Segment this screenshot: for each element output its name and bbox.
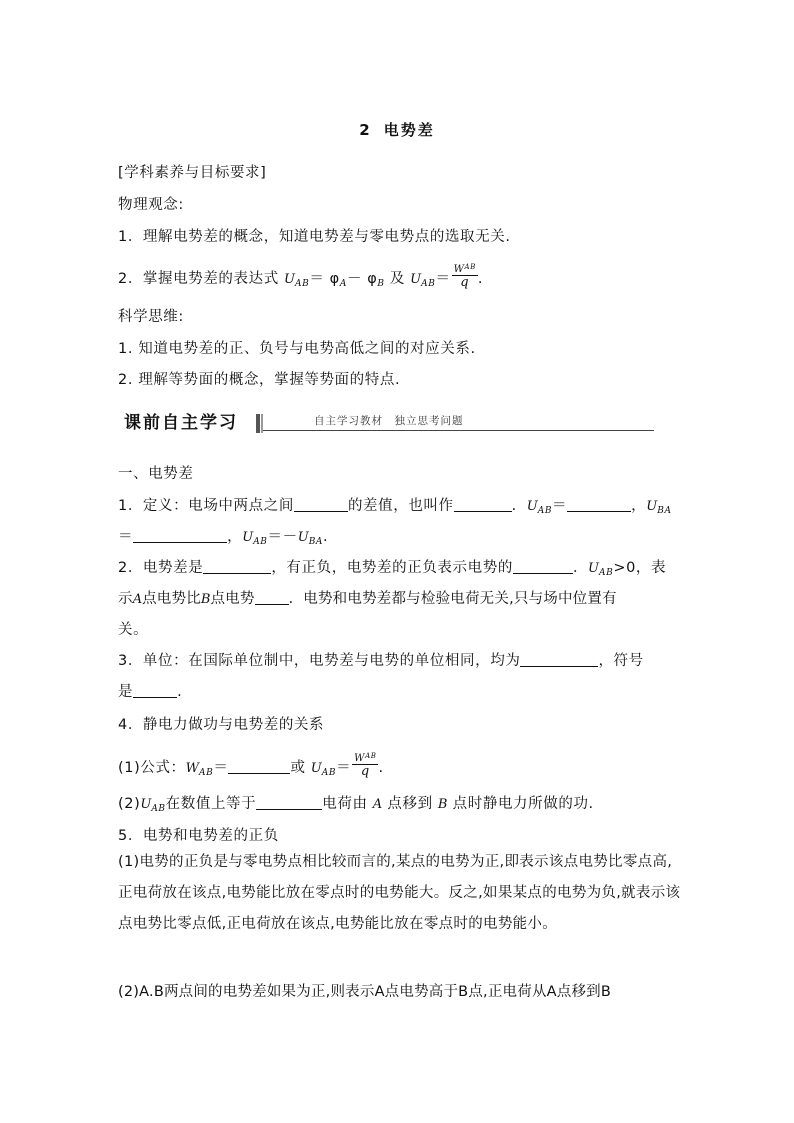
answer-blank[interactable] — [567, 497, 631, 512]
answer-blank[interactable] — [133, 683, 177, 698]
answer-blank[interactable] — [133, 528, 227, 543]
section-heading: 一、电势差 — [118, 466, 194, 482]
answer-blank[interactable] — [513, 559, 573, 574]
banner-label-box: 课前自主学习 — [124, 413, 238, 433]
definition-line-2: ＝ ，$U_{AB}=-U_{BA}$. — [118, 529, 329, 547]
answer-blank[interactable] — [520, 652, 598, 667]
answer-blank[interactable] — [255, 590, 289, 605]
goal-item-1: 1．理解电势差的概念，知道电势差与零电势点的选取无关. — [118, 229, 511, 245]
sign-paragraph-2: (2)A.B两点间的电势差如果为正,则表示A点电势高于B点,正电荷从A点移到B — [118, 984, 612, 1000]
page-title: 2 电势差 — [359, 121, 435, 139]
answer-blank[interactable] — [294, 497, 348, 512]
scientific-thinking-heading: 科学思维: — [118, 309, 184, 325]
section-banner — [120, 412, 654, 434]
scalar-line-1: 2．电势差是 ，有正负，电势差的正负表示电势的 ．$U_{AB}>0$，表 — [118, 560, 667, 578]
goals-header: [学科素养与目标要求] — [118, 165, 267, 181]
answer-blank[interactable] — [454, 497, 512, 512]
answer-blank[interactable] — [256, 795, 322, 810]
fraction-w-over-q: $\frac{W_{AB}}{q}$ — [453, 263, 476, 290]
banner-subtitle: 自主学习教材 独立思考问题 — [314, 415, 464, 427]
formula-meaning-line: $(2)U_{AB}$在数值上等于 电荷由 A 点移到 B 点时静电力所做的功. — [118, 796, 594, 814]
goal-item-2: 2．掌握电势差的表达式 $U_{AB}= \varphi_A- \varphi_B$ 及 $U_{AB}=$ $\frac{W_{AB}}{q}$ . — [118, 263, 484, 290]
unit-line-1: 3．单位：在国际单位制中，电势差与电势的单位相同，均为 ，符号 — [118, 653, 644, 669]
physics-concept-heading: 物理观念: — [118, 197, 184, 213]
thinking-item-1: 1. 知道电势差的正、负号与电势高低之间的对应关系. — [118, 341, 476, 357]
formula-line: (1)公式：$W_{AB}=$ 或 $U_{AB}=$ $\frac{W_{AB}}{q}$ . — [118, 752, 384, 779]
unit-line-2: 是 . — [118, 684, 183, 700]
banner-rule — [263, 430, 654, 431]
banner-divider — [256, 414, 260, 433]
scalar-line-3: 关。 — [118, 622, 149, 638]
sign-heading: 5．电势和电势差的正负 — [118, 828, 279, 844]
scalar-line-2: 示A点电势比B点电势 ．电势和电势差都与检验电荷无关,只与场中位置有 — [118, 591, 617, 607]
work-relation-heading: 4．静电力做功与电势差的关系 — [118, 717, 325, 733]
answer-blank[interactable] — [228, 759, 290, 774]
sign-paragraph-1: (1)电势的正负是与零电势点相比较而言的,某点的电势为正,即表示该点电势比零点高,正电荷放在该点,电势能比放在零点时的电势能大。反之,如果某点的电势为负,就表示该点电势比零点低,正电荷放在该点,电势能比放在零点时的电势能小。 — [118, 854, 681, 932]
answer-blank[interactable] — [203, 559, 271, 574]
definition-line-1: 1．定义：电场中两点之间 的差值，也叫作 ．$U_{AB}=$ ，$U_{BA}$ — [118, 498, 672, 516]
thinking-item-2: 2. 理解等势面的概念，掌握等势面的特点. — [118, 372, 401, 388]
fraction-w-over-q: $\frac{W_{AB}}{q}$ — [354, 752, 377, 779]
